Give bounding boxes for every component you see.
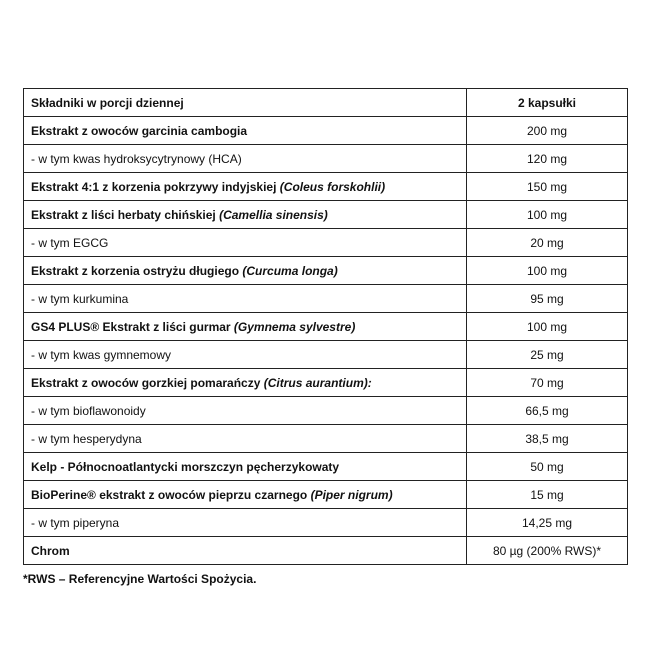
ingredient-latin-name: (Gymnema sylvestre) <box>233 319 356 334</box>
ingredient-name: - w tym kurkumina <box>31 291 129 306</box>
ingredient-name: BioPerine® ekstrakt z owoców pieprzu czarnego <box>31 487 311 502</box>
ingredient-name-cell <box>24 117 467 145</box>
table-row <box>24 397 628 425</box>
table-row <box>24 229 628 257</box>
table-row <box>24 257 628 285</box>
ingredient-name-cell <box>24 481 467 509</box>
ingredient-name: - w tym piperyna <box>31 515 120 530</box>
ingredient-name: - w tym kwas gymnemowy <box>31 347 172 362</box>
ingredient-name-cell <box>24 453 467 481</box>
table-row <box>24 173 628 201</box>
table-row <box>24 341 628 369</box>
ingredient-name: Ekstrakt z owoców gorzkiej pomarańczy <box>31 375 264 390</box>
ingredient-name-cell <box>24 173 467 201</box>
ingredient-name: Ekstrakt z korzenia ostryżu długiego <box>31 263 243 278</box>
ingredient-amount: 20 mg <box>467 229 628 257</box>
ingredient-name: Ekstrakt z liści herbaty chińskiej <box>31 207 220 222</box>
table-row <box>24 285 628 313</box>
ingredient-name: Ekstrakt z owoców garcinia cambogia <box>31 123 248 138</box>
ingredient-amount: 66,5 mg <box>467 397 628 425</box>
ingredient-name-cell <box>24 509 467 537</box>
ingredient-name: - w tym bioflawonoidy <box>31 403 146 418</box>
ingredient-name-cell <box>24 425 467 453</box>
ingredient-name-cell <box>24 201 467 229</box>
table-row <box>24 117 628 145</box>
ingredient-latin-name: (Curcuma longa) <box>242 263 338 278</box>
ingredient-name: Ekstrakt 4:1 z korzenia pokrzywy indyjskiej <box>31 179 280 194</box>
ingredient-name-cell <box>24 341 467 369</box>
ingredient-name: - w tym EGCG <box>31 235 109 250</box>
ingredients-table <box>23 88 628 565</box>
ingredient-name-cell <box>24 285 467 313</box>
header-ingredient-label: Składniki w porcji dziennej <box>24 89 467 117</box>
ingredient-latin-name: (Camellia sinensis) <box>219 207 328 222</box>
ingredient-latin-name: (Coleus forskohlii) <box>279 179 386 194</box>
table-row <box>24 313 628 341</box>
ingredient-amount: 100 mg <box>467 201 628 229</box>
ingredient-amount: 80 µg (200% RWS)* <box>467 537 628 565</box>
table-row <box>24 481 628 509</box>
ingredient-amount: 70 mg <box>467 369 628 397</box>
table-header-row <box>24 89 628 117</box>
ingredient-amount: 95 mg <box>467 285 628 313</box>
table-row <box>24 509 628 537</box>
ingredient-amount: 50 mg <box>467 453 628 481</box>
header-amount-label: 2 kapsułki <box>467 89 628 117</box>
table-row <box>24 145 628 173</box>
ingredient-name: Chrom <box>31 543 70 558</box>
table-row <box>24 201 628 229</box>
ingredient-name-cell <box>24 257 467 285</box>
ingredient-latin-name: (Citrus aurantium): <box>263 375 372 390</box>
ingredients-table-container <box>23 88 626 565</box>
ingredient-latin-name: (Piper nigrum) <box>310 487 393 502</box>
ingredients-table-body <box>24 89 628 565</box>
ingredient-name: - w tym hesperydyna <box>31 431 142 446</box>
ingredient-name: GS4 PLUS® Ekstrakt z liści gurmar <box>31 319 234 334</box>
ingredient-name: Kelp - Północnoatlantycki morszczyn pęcherzykowaty <box>31 459 340 474</box>
footnote: *RWS – Referencyjne Wartości Spożycia. <box>23 572 257 586</box>
ingredient-name-cell <box>24 313 467 341</box>
ingredient-amount: 100 mg <box>467 313 628 341</box>
table-row <box>24 369 628 397</box>
ingredient-amount: 150 mg <box>467 173 628 201</box>
ingredient-amount: 14,25 mg <box>467 509 628 537</box>
ingredient-amount: 200 mg <box>467 117 628 145</box>
ingredient-name-cell <box>24 369 467 397</box>
ingredient-name: - w tym kwas hydroksycytrynowy (HCA) <box>31 151 242 166</box>
ingredient-amount: 38,5 mg <box>467 425 628 453</box>
ingredient-name-cell <box>24 537 467 565</box>
table-row <box>24 537 628 565</box>
ingredient-amount: 120 mg <box>467 145 628 173</box>
ingredient-name-cell <box>24 145 467 173</box>
ingredient-amount: 15 mg <box>467 481 628 509</box>
table-row <box>24 453 628 481</box>
ingredient-amount: 100 mg <box>467 257 628 285</box>
table-row <box>24 425 628 453</box>
ingredient-amount: 25 mg <box>467 341 628 369</box>
ingredient-name-cell <box>24 397 467 425</box>
ingredient-name-cell <box>24 229 467 257</box>
